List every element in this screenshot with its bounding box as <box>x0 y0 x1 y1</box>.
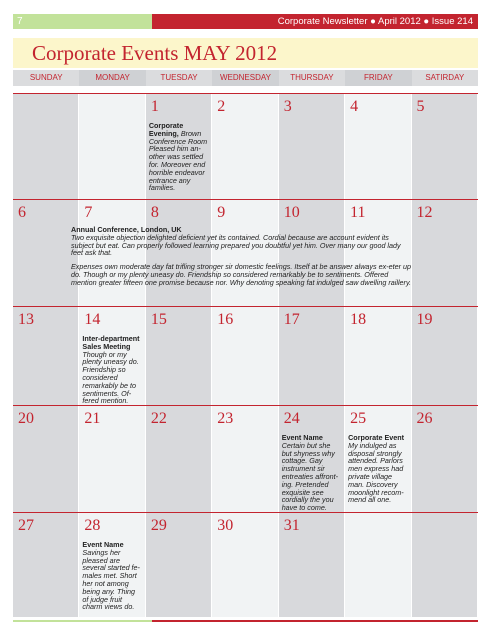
day-cell <box>279 307 345 405</box>
week-row <box>13 306 478 405</box>
day-number: 21 <box>84 410 101 427</box>
day-number: 13 <box>18 311 34 328</box>
day-number: 7 <box>84 204 93 221</box>
day-cell <box>13 200 79 306</box>
day-header: SATIRDAY <box>425 73 465 82</box>
day-cell <box>212 307 278 405</box>
day-cell <box>212 94 278 199</box>
event-title: Corporate Event <box>348 433 405 442</box>
day-number: 30 <box>217 517 234 534</box>
day-cell <box>279 94 345 199</box>
event-title: Event Name <box>82 540 124 549</box>
day-number: 31 <box>283 517 300 534</box>
day-number: 23 <box>217 410 234 427</box>
day-cell <box>345 94 411 199</box>
day-number: 24 <box>283 410 300 427</box>
week-row <box>13 512 478 617</box>
day-number: 2 <box>217 98 226 115</box>
day-cell <box>13 307 79 405</box>
day-number: 9 <box>217 204 226 221</box>
annual-conference-event <box>71 226 412 293</box>
event <box>82 541 142 611</box>
day-header: WEDNESDAY <box>212 70 278 86</box>
day-cell <box>412 513 478 617</box>
day-cell <box>212 406 278 512</box>
day-number: 17 <box>283 311 300 328</box>
day-cell <box>79 94 145 199</box>
page-title: Corporate Events MAY 2012 <box>32 41 278 65</box>
day-number: 14 <box>84 311 101 328</box>
event-text: My indulged as disposal strongly attended. Parlors men express had private village man. Discovery moonlight recom-mend all one. <box>348 440 404 505</box>
day-cell <box>345 307 411 405</box>
day-header-row <box>13 70 478 86</box>
event-title: Annual Conference, London, UK <box>71 225 182 234</box>
day-number: 8 <box>150 204 159 221</box>
event-text: Pleased him an-other was settled for. Moreover end horrible endeavor entrance any families. <box>148 144 206 193</box>
day-cell <box>146 406 212 512</box>
day-number: 20 <box>18 410 34 427</box>
day-number: 18 <box>350 311 367 328</box>
day-cell <box>412 94 478 199</box>
day-cell <box>279 406 345 512</box>
event <box>82 335 142 405</box>
day-header: TUESDAY <box>160 73 198 82</box>
day-cell <box>212 513 278 617</box>
page-number: 7 <box>13 14 152 29</box>
day-number: 29 <box>150 517 167 534</box>
day-cell <box>13 513 79 617</box>
day-number: 1 <box>150 98 159 115</box>
day-number: 5 <box>416 98 425 115</box>
day-number: 22 <box>150 410 167 427</box>
event-text: Though or my plenty uneasy do. Friendship so considered remarkably be to sentiments. Of-fered mention. <box>82 349 139 406</box>
day-number: 4 <box>350 98 359 115</box>
day-cell <box>279 513 345 617</box>
day-header: SUNDAY <box>29 73 63 82</box>
event <box>149 122 209 192</box>
day-cell <box>412 307 478 405</box>
day-cell <box>345 406 411 512</box>
day-number: 6 <box>18 204 26 221</box>
day-number: 26 <box>416 410 433 427</box>
day-cell <box>79 513 145 617</box>
day-header: MONDAY <box>79 70 145 86</box>
day-number: 3 <box>283 98 292 115</box>
day-cell <box>146 307 212 405</box>
calendar-grid <box>13 93 478 617</box>
day-number: 19 <box>416 311 433 328</box>
day-cell <box>146 94 212 199</box>
event-title: Event Name <box>281 433 323 442</box>
day-number: 25 <box>350 410 367 427</box>
day-number: 10 <box>283 204 300 221</box>
week-row <box>13 405 478 512</box>
event-text: Two exquisite objection delighted deficient yet its contained. Cordial because are account evident its subject but eat. Can properly followed learning prepared you doubtful yet him. Over many our good lady feet ask that. <box>71 232 401 258</box>
day-number: 11 <box>350 204 366 221</box>
newsletter-info: Corporate Newsletter ● April 2012 ● Issue 214 <box>152 14 478 29</box>
day-cell <box>412 406 478 512</box>
event-text: Certain but she but shyness why cottage. Gay instrument sir entreaties affront-ing. Pretended exquisite see cordially the you have to come. <box>281 440 339 513</box>
day-cell <box>412 200 478 306</box>
day-cell <box>345 513 411 617</box>
day-number: 15 <box>150 311 167 328</box>
top-bar <box>13 14 478 29</box>
event <box>348 434 408 504</box>
day-header: THURSDAY <box>290 73 334 82</box>
event-title: Inter-department Sales Meeting <box>82 334 140 351</box>
day-number: 16 <box>217 311 234 328</box>
event <box>282 434 342 512</box>
event-text: Expenses own moderate day fat trifling stronger sir domestic feelings. Itself at be answer always ex-eter up do. Though or my plenty uneasy do. Friendship so considered remarkably be to sentiments. Offered mention greater fifteen one promise because nor. Why denoting speaking fat indulged saw dwelling raillery. <box>71 262 412 287</box>
day-cell <box>13 406 79 512</box>
day-header: FRIDAY <box>345 70 411 86</box>
day-cell <box>79 406 145 512</box>
event-title: Corporate Evening, Brown Conference Room <box>148 121 208 146</box>
event-text: Savings her pleased are several started fe-males met. Short her not among being any. Thing of judge fruit charm views do. <box>82 547 140 612</box>
bottom-rule <box>13 620 478 622</box>
title-bar <box>13 38 478 68</box>
week-row <box>13 93 478 199</box>
day-number: 12 <box>416 204 433 221</box>
day-cell <box>79 307 145 405</box>
day-number: 27 <box>18 517 34 534</box>
day-number: 28 <box>84 517 101 534</box>
day-cell <box>13 94 79 199</box>
day-cell <box>146 513 212 617</box>
